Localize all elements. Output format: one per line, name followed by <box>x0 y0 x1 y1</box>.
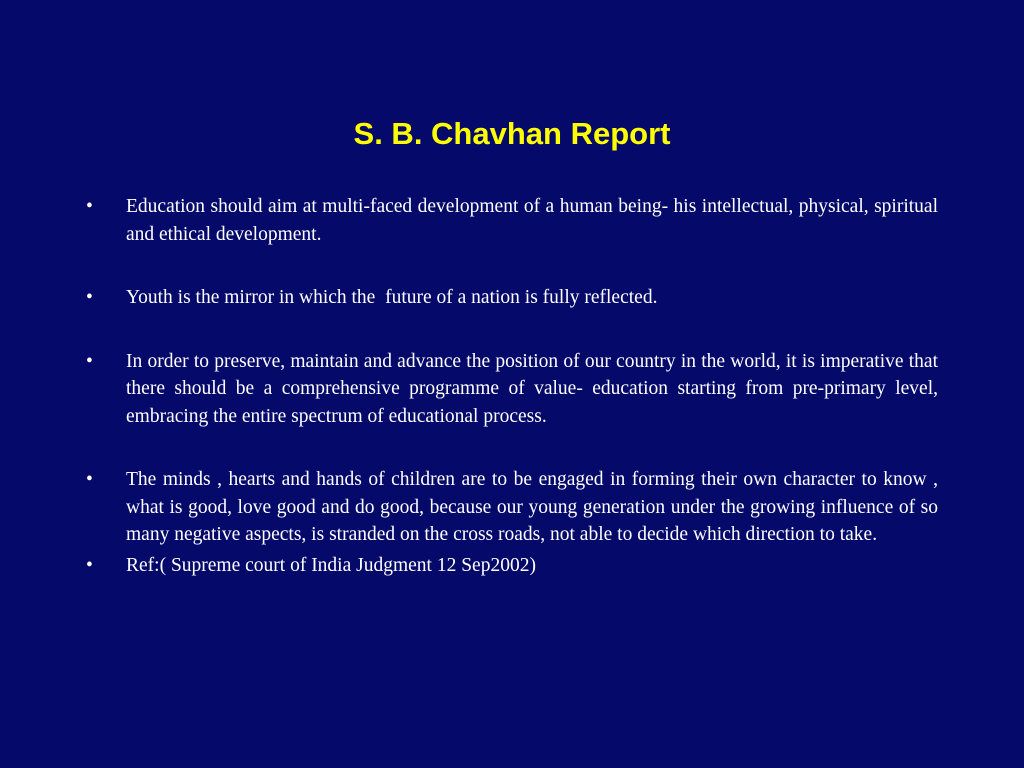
bullet-list <box>86 193 938 579</box>
bullet-text: Ref:( Supreme court of India Judgment 12 Sep2002) <box>126 554 536 576</box>
bullet-text: Education should aim at multi-faced development of a human being- his intellectual, physical, spiritual and ethical development. <box>126 196 938 245</box>
slide-title: S. B. Chavhan Report <box>353 116 671 151</box>
bullet-item <box>86 284 938 312</box>
bullet-icon: • <box>86 469 93 490</box>
bullet-item <box>86 552 938 580</box>
bullet-icon: • <box>86 196 93 217</box>
bullet-icon: • <box>86 350 93 372</box>
bullet-icon: • <box>86 554 93 576</box>
bullet-text: In order to preserve, maintain and advance the position of our country in the world, it is imperative that there should be a comprehensive programme of value- education starting from pre-primary level, embracing the entire spectrum of educational process. <box>126 350 938 427</box>
bullet-icon: • <box>86 287 93 308</box>
bullet-item <box>86 348 938 431</box>
bullet-text: Youth is the mirror in which the future of a nation is fully reflected. <box>126 287 658 308</box>
bullet-item <box>86 193 938 248</box>
bullet-text: The minds , hearts and hands of children are to be engaged in forming their own character to know , what is good, love good and do good, because our young generation under the growing influence of so many negative aspects, is stranded on the cross roads, not able to decide which direction to take. <box>126 469 938 545</box>
bullet-item <box>86 466 938 549</box>
